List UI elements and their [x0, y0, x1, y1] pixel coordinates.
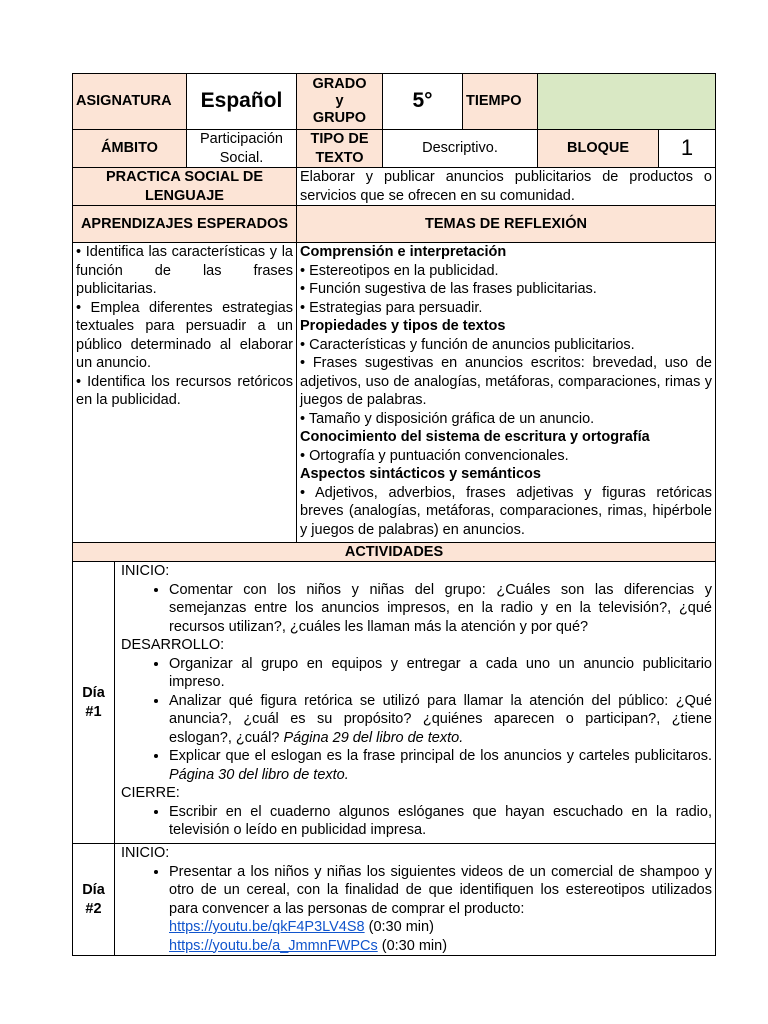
- tema-section-title: Aspectos sintácticos y semánticos: [300, 466, 541, 482]
- grado-value: 5°: [383, 74, 463, 130]
- tema-item: • Estrategias para persuadir.: [300, 299, 483, 316]
- aprendizaje-item: • Identifica los recursos retóricos en la publicidad.: [76, 373, 293, 408]
- tema-item: • Ortografía y puntuación convencionales.: [300, 447, 569, 464]
- tema-item: • Estereotipos en la publicidad.: [300, 262, 499, 279]
- dia2-activities: [115, 844, 716, 956]
- tema-item: • Función sugestiva de las frases publicitarias.: [300, 281, 597, 297]
- temas-label: TEMAS DE REFLEXIÓN: [297, 206, 716, 243]
- dia2-label: Día #2: [73, 844, 115, 956]
- ambito-value: Participación Social.: [187, 130, 297, 168]
- video-link-2[interactable]: https://youtu.be/a_JmmnFWPCs: [169, 937, 378, 954]
- practica-label: PRACTICA SOCIAL DE LENGUAJE: [73, 168, 297, 206]
- tema-item: • Tamaño y disposición gráfica de un anuncio.: [300, 410, 595, 427]
- textbook-page-ref: Página 29 del libro de texto.: [283, 729, 464, 746]
- tema-item: • Frases sugestivas en anuncios escritos: brevedad, uso de adjetivos, uso de analogías, metáforas, comparaciones, rimas y juegos de palabras.: [300, 355, 712, 408]
- asignatura-value: Español: [187, 74, 297, 130]
- temas-list: [297, 243, 716, 543]
- aprendizaje-item: • Identifica las características y la función de las frases publicitarias.: [76, 244, 293, 297]
- dia1-inicio-item: • Comentar con los niños y niñas del grupo: ¿Cuáles son las diferencias y semejanzas entre los anuncios impresos, en la radio y en la televisión?, ¿qué recursos utilizan?, ¿cuáles les llaman más la atención y por qué?: [169, 581, 712, 637]
- dia1-inicio-label: INICIO:: [121, 563, 170, 579]
- practica-value: Elaborar y publicar anuncios publicitarios de productos o servicios que se ofrecen en su comunidad.: [297, 168, 716, 206]
- ambito-label: ÁMBITO: [73, 130, 187, 168]
- dia2-inicio-label: INICIO:: [121, 845, 170, 861]
- dia1-activities: [115, 562, 716, 844]
- dia2-inicio-item: • Presentar a los niños y niñas los siguientes videos de un comercial de shampoo y otro de un cereal, con la finalidad de que identifiquen los estereotipos utilizados para convencer a las personas de comprar el producto: https://youtu.be/qkF4P3LV4S8 (0:30 min) https://youtu.be/a_JmmnFWPCs (0:30 min): [169, 863, 712, 956]
- tipo-texto-label: TIPO DE TEXTO: [297, 130, 383, 168]
- bloque-label: BLOQUE: [538, 130, 659, 168]
- asignatura-label: ASIGNATURA: [73, 74, 187, 130]
- dia1-desarrollo-item-1: • Organizar al grupo en equipos y entregar a cada uno un anuncio publicitario impreso.: [169, 655, 712, 692]
- textbook-page-ref: Página 30 del libro de texto.: [169, 766, 349, 783]
- aprendizaje-item: • Emplea diferentes estrategias textuales para persuadir a un público determinado al elaborar un anuncio.: [76, 299, 293, 371]
- tema-section-title: Propiedades y tipos de textos: [300, 318, 506, 334]
- tiempo-value: [538, 74, 716, 130]
- dia1-desarrollo-item-3: • Explicar que el eslogan es la frase principal de los anuncios y carteles publicitaros. Página 30 del libro de texto.: [169, 747, 712, 784]
- tema-item: • Características y función de anuncios publicitarios.: [300, 336, 635, 353]
- dia1-desarrollo-label: DESARROLLO:: [121, 637, 225, 653]
- dia1-label: Día #1: [73, 562, 115, 844]
- dia1-cierre-label: CIERRE:: [121, 785, 180, 801]
- tiempo-label: TIEMPO: [463, 74, 538, 130]
- lesson-plan-table: [72, 73, 716, 956]
- tipo-texto-value: Descriptivo.: [383, 130, 538, 168]
- aprendizajes-list: [73, 243, 297, 543]
- dia1-desarrollo-item-2: • Analizar qué figura retórica se utilizó para llamar la atención del público: ¿Qué anuncia?, ¿cuál es su propósito? ¿quiénes aparecen o participan?, ¿tiene eslogan?, ¿cuál? Página 29 del libro de texto.: [169, 692, 712, 748]
- dia1-cierre-item: • Escribir en el cuaderno algunos eslóganes que hayan escuchado en la radio, televisión o leído en publicidad impresa.: [169, 803, 712, 840]
- aprendizajes-label: APRENDIZAJES ESPERADOS: [73, 206, 297, 243]
- bloque-value: 1: [659, 130, 716, 168]
- grado-label: GRADO y GRUPO: [297, 74, 383, 130]
- tema-item: • Adjetivos, adverbios, frases adjetivas y figuras retóricas breves (analogías, metáforas, comparaciones, rimas, hipérbole y juegos de palabras) en anuncios.: [300, 484, 712, 538]
- tema-section-title: Comprensión e interpretación: [300, 244, 507, 260]
- tema-section-title: Conocimiento del sistema de escritura y ortografía: [300, 429, 650, 445]
- actividades-label: ACTIVIDADES: [73, 543, 716, 562]
- video-link-1[interactable]: https://youtu.be/qkF4P3LV4S8: [169, 919, 365, 935]
